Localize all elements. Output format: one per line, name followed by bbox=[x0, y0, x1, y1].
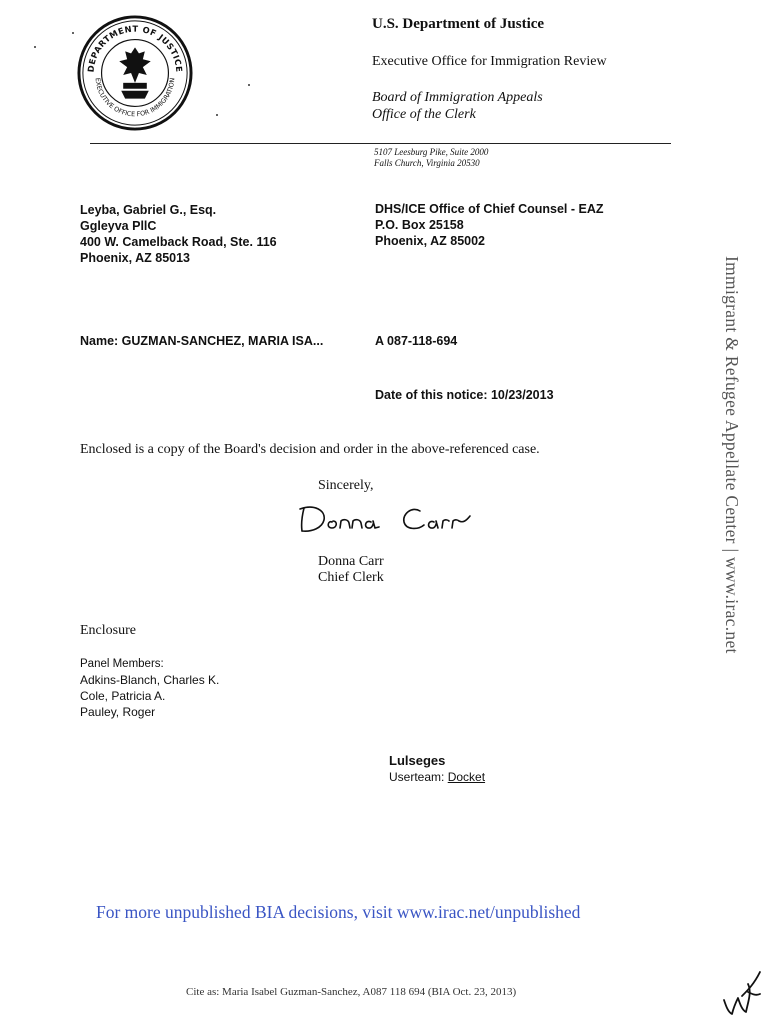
userteam-label: Userteam: bbox=[389, 770, 445, 784]
signer-title: Chief Clerk bbox=[318, 570, 384, 585]
recipient-left-line4: Phoenix, AZ 85013 bbox=[80, 251, 190, 265]
scan-speck bbox=[34, 46, 36, 48]
office-address-line1: 5107 Leesburg Pike, Suite 2000 bbox=[374, 147, 489, 157]
scan-speck bbox=[216, 114, 218, 116]
signer-name: Donna Carr bbox=[318, 554, 384, 569]
userteam-line bbox=[389, 770, 485, 784]
handwritten-signature bbox=[296, 500, 481, 536]
notice-date: Date of this notice: 10/23/2013 bbox=[375, 388, 554, 402]
panel-title: Panel Members: bbox=[80, 658, 164, 670]
closing: Sincerely, bbox=[318, 478, 374, 493]
office-name: Executive Office for Immigration Review bbox=[372, 54, 607, 69]
body-text: Enclosed is a copy of the Board's decision and order in the above-referenced case. bbox=[80, 442, 540, 457]
header-divider bbox=[90, 143, 671, 144]
recipient-left-line1: Leyba, Gabriel G., Esq. bbox=[80, 203, 217, 217]
promo-link[interactable]: For more unpublished BIA decisions, visit www.irac.net/unpublished bbox=[96, 902, 581, 922]
citation: Cite as: Maria Isabel Guzman-Sanchez, A087 118 694 (BIA Oct. 23, 2013) bbox=[186, 986, 517, 998]
recipient-left-line2: Ggleyva PllC bbox=[80, 219, 157, 233]
panel-member: Pauley, Roger bbox=[80, 705, 156, 719]
recipient-address-right bbox=[375, 201, 604, 249]
alien-number: A 087-118-694 bbox=[375, 334, 458, 348]
panel-member: Adkins-Blanch, Charles K. bbox=[80, 673, 220, 687]
userteam-name: Lulseges bbox=[389, 753, 446, 768]
recipient-right-line3: Phoenix, AZ 85002 bbox=[375, 234, 485, 248]
case-name: Name: GUZMAN-SANCHEZ, MARIA ISA... bbox=[80, 334, 324, 348]
enclosure-label: Enclosure bbox=[80, 623, 136, 638]
board-name: Board of Immigration Appeals bbox=[372, 90, 543, 105]
scan-speck bbox=[72, 32, 74, 34]
docket-link[interactable]: Docket bbox=[447, 770, 486, 784]
clerk-office-name: Office of the Clerk bbox=[372, 107, 476, 122]
handwritten-initials bbox=[718, 962, 766, 1018]
panel-member: Cole, Patricia A. bbox=[80, 689, 166, 703]
recipient-address-left bbox=[80, 202, 277, 266]
recipient-left-line3: 400 W. Camelback Road, Ste. 116 bbox=[80, 235, 277, 249]
recipient-right-line1: DHS/ICE Office of Chief Counsel - EAZ bbox=[375, 202, 604, 216]
recipient-right-line2: P.O. Box 25158 bbox=[375, 218, 464, 232]
department-name: U.S. Department of Justice bbox=[372, 16, 545, 32]
office-address-line2: Falls Church, Virginia 20530 bbox=[374, 158, 480, 168]
doj-seal-logo bbox=[76, 14, 194, 132]
seal-bottom-text: EXECUTIVE OFFICE FOR IMMIGRATION bbox=[93, 77, 177, 119]
vertical-watermark: Immigrant & Refugee Appellate Center | www.irac.net bbox=[722, 256, 742, 654]
panel-members bbox=[80, 656, 219, 720]
seal-top-text: DEPARTMENT OF JUSTICE bbox=[85, 23, 185, 73]
scan-speck bbox=[248, 84, 250, 86]
